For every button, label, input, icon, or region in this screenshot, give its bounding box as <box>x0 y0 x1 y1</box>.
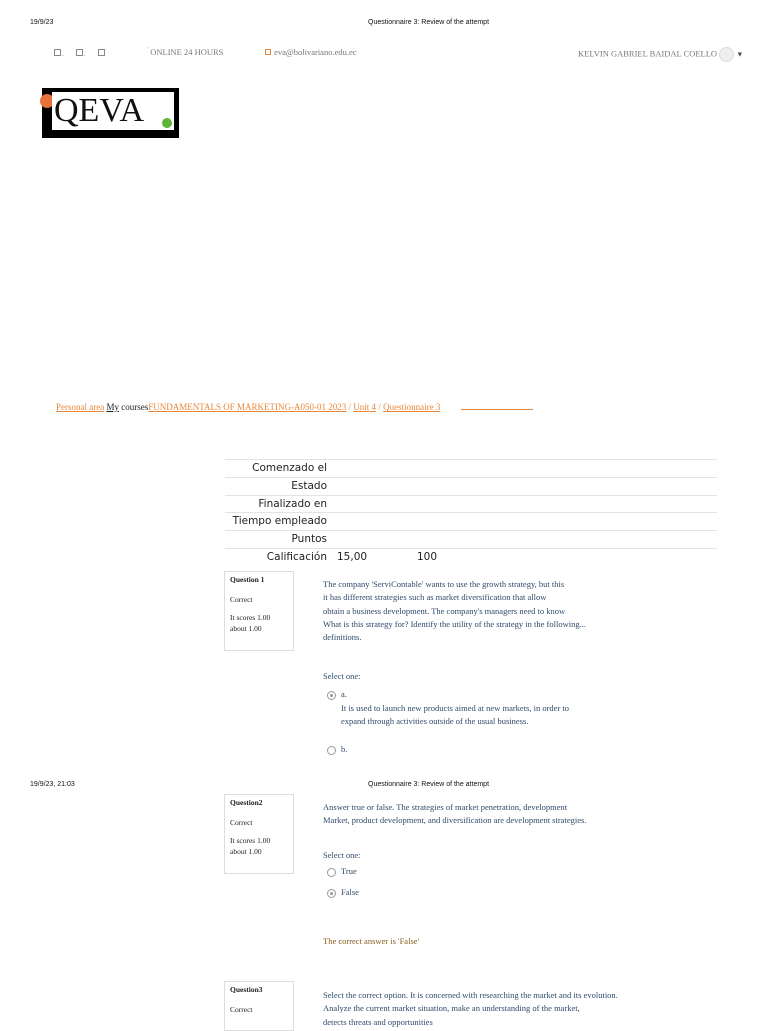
answer-option-true[interactable]: True <box>327 865 357 878</box>
question-max: about 1.00 <box>230 847 262 856</box>
radio-icon[interactable] <box>327 868 336 877</box>
summary-row: Estado <box>225 477 717 495</box>
answer-option-a[interactable]: a. <box>327 688 347 701</box>
breadcrumb-courses[interactable]: courses <box>121 402 149 412</box>
site-logo[interactable] <box>42 88 179 138</box>
breadcrumb-course[interactable]: FUNDAMENTALS OF MARKETING-A050-01 2023 <box>148 402 347 412</box>
question-text: Select the correct option. It is concerned with researching the market and its evolution. Analyze the current market situation, make an understanding of the market, detects threats and opportunities <box>323 990 618 1027</box>
radio-selected-icon[interactable] <box>327 691 336 700</box>
user-menu[interactable] <box>578 47 743 62</box>
question-score: It scores 1.00 <box>230 613 271 622</box>
topbar-icons: . . <box>54 48 106 58</box>
summary-row-grade: Calificación 15,00 100 <box>225 548 717 566</box>
question-status: Correct <box>230 1005 253 1014</box>
square-icon[interactable] <box>54 49 61 56</box>
print-title: Questionnaire 3: Review of the attempt <box>368 19 490 26</box>
logo-dot-icon <box>162 118 172 128</box>
question-max: about 1.00 <box>230 624 262 633</box>
avatar[interactable] <box>719 47 734 62</box>
correct-answer-feedback: The correct answer is 'False' <box>323 936 420 946</box>
mail-icon <box>265 49 271 55</box>
answer-option-b[interactable]: b. <box>327 743 347 756</box>
select-one-label: Select one: <box>323 671 361 681</box>
question-status: Correct <box>230 818 253 827</box>
online-hours: ' ONLINE 24 HOURS <box>147 47 224 57</box>
contact-email[interactable]: eva@bolivariano.edu.ec <box>265 47 357 57</box>
breadcrumb-quiz[interactable]: Questionnaire 3 <box>383 402 441 412</box>
question-number: Question3 <box>230 985 263 994</box>
question-info-box <box>224 571 294 651</box>
question-text: Answer true or false. The strategies of market penetration, development Market, product development, and diversification are development strategies. <box>323 802 587 826</box>
question-score: It scores 1.00 <box>230 836 271 845</box>
answer-option-a-text: It is used to launch new products aimed at new markets, in order to expand through activities outside of the usual business. <box>341 703 570 727</box>
radio-selected-icon[interactable] <box>327 889 336 898</box>
question-text: The company 'ServiContable' wants to use the growth strategy, but this it has different strategies such as market diversification that allow obtain a business development. The company's managers need to know What is this strategy for? Identify the utility of the strategy in the following... definitions. <box>323 579 586 643</box>
breadcrumb-personal-area[interactable]: Personal area <box>56 402 105 412</box>
breadcrumb-unit[interactable]: Unit 4 <box>353 402 377 412</box>
question-number: Question 1 <box>230 575 265 584</box>
print-date: 19/9/23, 21:03 <box>30 781 75 788</box>
select-one-label: Select one: <box>323 850 361 860</box>
attempt-summary-table <box>225 459 717 566</box>
answer-option-false[interactable]: False <box>327 886 359 899</box>
summary-row: Comenzado el <box>225 459 717 477</box>
question-number: Question2 <box>230 798 263 807</box>
square-icon[interactable] <box>76 49 83 56</box>
summary-row: Tiempo empleado <box>225 512 717 530</box>
question-status: Correct <box>230 595 253 604</box>
print-title: Questionnaire 3: Review of the attempt <box>368 781 490 788</box>
question-info-box <box>224 794 294 874</box>
breadcrumb: Personal area My coursesFUNDAMENTALS OF MARKETING-A050-01 2023 / Unit 4 / Questionnaire 3 <box>56 402 533 412</box>
radio-icon[interactable] <box>327 746 336 755</box>
summary-row: Puntos <box>225 530 717 548</box>
breadcrumb-underline <box>461 409 533 410</box>
caret-down-icon[interactable]: ▼ <box>736 50 744 59</box>
square-icon[interactable] <box>98 49 105 56</box>
print-date: 19/9/23 <box>30 19 54 26</box>
clock-icon: ' <box>147 47 149 53</box>
logo-text: QEVA <box>52 92 174 130</box>
user-name: KELVIN GABRIEL BAIDAL COELLO <box>578 48 718 59</box>
breadcrumb-my[interactable]: My <box>106 402 119 412</box>
summary-row: Finalizado en <box>225 495 717 513</box>
